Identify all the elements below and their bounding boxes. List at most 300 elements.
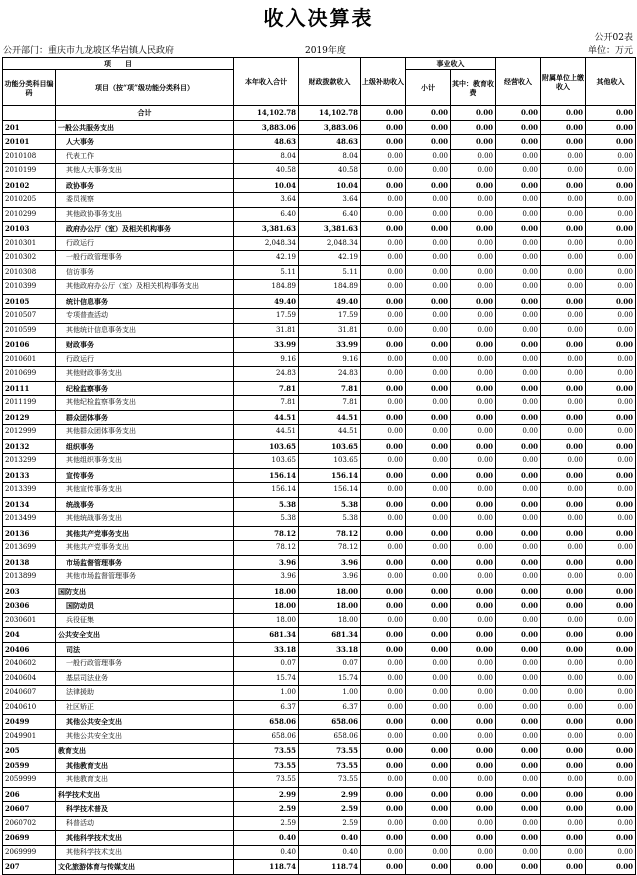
- cell-value: 0.00: [406, 599, 451, 614]
- cell-name: 其他纪检监察事务支出: [56, 396, 234, 411]
- cell-value: 0.00: [361, 106, 406, 121]
- cell-value: 0.00: [496, 526, 541, 541]
- header-code: 功能分类科目编码: [3, 70, 56, 106]
- cell-value: 0.00: [451, 657, 496, 672]
- cell-value: 0.00: [541, 729, 586, 744]
- cell-value: 0.00: [541, 207, 586, 222]
- cell-value: 0.00: [361, 396, 406, 411]
- cell-value: 0.00: [406, 570, 451, 585]
- cell-value: 0.00: [586, 367, 636, 382]
- cell-value: 0.00: [541, 193, 586, 208]
- cell-value: 0.00: [496, 251, 541, 266]
- cell-value: 0.00: [541, 570, 586, 585]
- cell-value: 0.00: [586, 555, 636, 570]
- table-row: [3, 541, 636, 556]
- cell-total: 7.81: [234, 396, 299, 411]
- cell-value: 0.00: [586, 236, 636, 251]
- cell-value: 0.00: [406, 236, 451, 251]
- cell-value: 0.00: [496, 715, 541, 730]
- cell-name: 群众团体事务: [56, 410, 234, 425]
- table-row: [3, 787, 636, 802]
- cell-total: 17.59: [234, 309, 299, 324]
- cell-fiscal: 3,883.06: [299, 120, 361, 135]
- cell-value: 0.00: [496, 584, 541, 599]
- table-row: [3, 715, 636, 730]
- cell-value: 0.00: [406, 120, 451, 135]
- cell-value: 0.00: [406, 483, 451, 498]
- cell-value: 0.00: [361, 700, 406, 715]
- cell-code: 2010302: [3, 251, 56, 266]
- cell-code: 2049901: [3, 729, 56, 744]
- cell-code: 20406: [3, 642, 56, 657]
- cell-code: 204: [3, 628, 56, 643]
- cell-name: 纪检监察事务: [56, 381, 234, 396]
- cell-total: 73.55: [234, 758, 299, 773]
- cell-total: 118.74: [234, 860, 299, 875]
- cell-value: 0.00: [586, 178, 636, 193]
- cell-value: 0.00: [451, 193, 496, 208]
- cell-name: 市场监督管理事务: [56, 555, 234, 570]
- cell-value: 0.00: [361, 251, 406, 266]
- cell-value: 0.00: [496, 207, 541, 222]
- cell-value: 0.00: [406, 222, 451, 237]
- cell-value: 0.00: [361, 773, 406, 788]
- header-project: 项 目: [3, 58, 234, 70]
- cell-value: 0.00: [496, 570, 541, 585]
- cell-value: 0.00: [451, 715, 496, 730]
- cell-value: 0.00: [586, 135, 636, 150]
- cell-value: 0.00: [586, 845, 636, 860]
- cell-value: 0.00: [496, 497, 541, 512]
- cell-fiscal: 73.55: [299, 773, 361, 788]
- cell-value: 0.00: [406, 294, 451, 309]
- header-lower: 附属单位上缴收入: [541, 58, 586, 106]
- cell-value: 0.00: [361, 425, 406, 440]
- cell-value: 0.00: [361, 715, 406, 730]
- cell-value: 0.00: [541, 686, 586, 701]
- cell-value: 0.00: [361, 381, 406, 396]
- cell-total: 42.19: [234, 251, 299, 266]
- cell-total: 658.06: [234, 715, 299, 730]
- cell-value: 0.00: [361, 845, 406, 860]
- cell-total: 44.51: [234, 425, 299, 440]
- cell-total: 73.55: [234, 744, 299, 759]
- table-row: [3, 251, 636, 266]
- cell-value: 0.00: [496, 700, 541, 715]
- cell-value: 0.00: [496, 686, 541, 701]
- cell-value: 0.00: [361, 280, 406, 295]
- cell-name: 其他统战事务支出: [56, 512, 234, 527]
- cell-fiscal: 156.14: [299, 483, 361, 498]
- cell-name: 其他共产党事务支出: [56, 526, 234, 541]
- cell-value: 0.00: [451, 773, 496, 788]
- cell-code: 2010108: [3, 149, 56, 164]
- cell-name: 一般行政管理事务: [56, 657, 234, 672]
- cell-code: 203: [3, 584, 56, 599]
- cell-value: 0.00: [451, 802, 496, 817]
- cell-total: 18.00: [234, 599, 299, 614]
- cell-value: 0.00: [541, 758, 586, 773]
- cell-value: 0.00: [451, 410, 496, 425]
- cell-value: 0.00: [496, 787, 541, 802]
- cell-code: 2069999: [3, 845, 56, 860]
- cell-value: 0.00: [541, 178, 586, 193]
- cell-name: 一般行政管理事务: [56, 251, 234, 266]
- cell-name: 统计信息事务: [56, 294, 234, 309]
- cell-name: 委员视察: [56, 193, 234, 208]
- cell-value: 0.00: [361, 193, 406, 208]
- cell-code: 20101: [3, 135, 56, 150]
- table-row: [3, 657, 636, 672]
- table-row: [3, 700, 636, 715]
- cell-value: 0.00: [496, 222, 541, 237]
- cell-code: 2040610: [3, 700, 56, 715]
- cell-fiscal: 24.83: [299, 367, 361, 382]
- cell-code: 2013899: [3, 570, 56, 585]
- cell-value: 0.00: [586, 613, 636, 628]
- cell-fiscal: 681.34: [299, 628, 361, 643]
- cell-fiscal: 73.55: [299, 758, 361, 773]
- cell-value: 0.00: [541, 410, 586, 425]
- cell-value: 0.00: [586, 773, 636, 788]
- cell-fiscal: 0.07: [299, 657, 361, 672]
- cell-value: 0.00: [451, 236, 496, 251]
- cell-value: 0.00: [406, 657, 451, 672]
- cell-value: 0.00: [496, 599, 541, 614]
- cell-value: 0.00: [406, 512, 451, 527]
- cell-value: 0.00: [406, 541, 451, 556]
- cell-name: 其他群众团体事务支出: [56, 425, 234, 440]
- cell-fiscal: 658.06: [299, 729, 361, 744]
- cell-value: 0.00: [406, 135, 451, 150]
- cell-value: 0.00: [406, 700, 451, 715]
- cell-code: 2010699: [3, 367, 56, 382]
- cell-name: 教育支出: [56, 744, 234, 759]
- cell-name: 财政事务: [56, 338, 234, 353]
- cell-value: 0.00: [361, 744, 406, 759]
- cell-value: 0.00: [361, 816, 406, 831]
- table-row: [3, 120, 636, 135]
- cell-value: 0.00: [361, 802, 406, 817]
- cell-value: 0.00: [541, 497, 586, 512]
- cell-value: 0.00: [451, 251, 496, 266]
- table-row: [3, 599, 636, 614]
- cell-total: 3.64: [234, 193, 299, 208]
- cell-code: 201: [3, 120, 56, 135]
- cell-name: 政府办公厅（室）及相关机构事务: [56, 222, 234, 237]
- cell-total: 156.14: [234, 468, 299, 483]
- cell-total: 3.96: [234, 555, 299, 570]
- cell-total: 3,381.63: [234, 222, 299, 237]
- cell-value: 0.00: [451, 323, 496, 338]
- cell-value: 0.00: [496, 831, 541, 846]
- header-name: 项目（按“项”级功能分类科目）: [56, 70, 234, 106]
- cell-value: 0.00: [541, 425, 586, 440]
- cell-code: [3, 106, 56, 121]
- cell-value: 0.00: [541, 265, 586, 280]
- cell-value: 0.00: [361, 512, 406, 527]
- cell-value: 0.00: [541, 367, 586, 382]
- cell-name: 司法: [56, 642, 234, 657]
- cell-value: 0.00: [451, 845, 496, 860]
- cell-value: 0.00: [451, 613, 496, 628]
- cell-value: 0.00: [541, 802, 586, 817]
- cell-value: 0.00: [451, 222, 496, 237]
- cell-value: 0.00: [586, 294, 636, 309]
- cell-fiscal: 49.40: [299, 294, 361, 309]
- header-other: 其他收入: [586, 58, 636, 106]
- cell-fiscal: 103.65: [299, 439, 361, 454]
- cell-fiscal: 5.38: [299, 512, 361, 527]
- table-row: [3, 570, 636, 585]
- cell-fiscal: 10.04: [299, 178, 361, 193]
- cell-name: 信访事务: [56, 265, 234, 280]
- cell-value: 0.00: [541, 657, 586, 672]
- cell-code: 20136: [3, 526, 56, 541]
- cell-value: 0.00: [586, 729, 636, 744]
- header-business-group: 事业收入: [406, 58, 496, 70]
- cell-total: 31.81: [234, 323, 299, 338]
- cell-value: 0.00: [406, 352, 451, 367]
- cell-fiscal: 17.59: [299, 309, 361, 324]
- table-row: [3, 773, 636, 788]
- cell-fiscal: 3.96: [299, 555, 361, 570]
- table-row: [3, 323, 636, 338]
- cell-value: 0.00: [406, 497, 451, 512]
- cell-value: 0.00: [496, 555, 541, 570]
- cell-value: 0.00: [586, 207, 636, 222]
- cell-value: 0.00: [361, 642, 406, 657]
- cell-value: 0.00: [406, 729, 451, 744]
- cell-value: 0.00: [451, 309, 496, 324]
- cell-value: 0.00: [361, 294, 406, 309]
- table-row: [3, 439, 636, 454]
- cell-code: 2013299: [3, 454, 56, 469]
- cell-value: 0.00: [541, 816, 586, 831]
- cell-fiscal: 1.00: [299, 686, 361, 701]
- cell-value: 0.00: [541, 831, 586, 846]
- table-row: [3, 758, 636, 773]
- cell-value: 0.00: [586, 787, 636, 802]
- table-header: [3, 58, 636, 106]
- cell-value: 0.00: [496, 106, 541, 121]
- cell-fiscal: 2.99: [299, 787, 361, 802]
- cell-value: 0.00: [541, 135, 586, 150]
- cell-value: 0.00: [451, 164, 496, 179]
- cell-total: 658.06: [234, 729, 299, 744]
- cell-fiscal: 44.51: [299, 425, 361, 440]
- cell-fiscal: 6.40: [299, 207, 361, 222]
- cell-value: 0.00: [541, 454, 586, 469]
- cell-name: 专项普查活动: [56, 309, 234, 324]
- cell-value: 0.00: [586, 657, 636, 672]
- cell-value: 0.00: [496, 613, 541, 628]
- cell-name: 人大事务: [56, 135, 234, 150]
- cell-code: 206: [3, 787, 56, 802]
- cell-value: 0.00: [541, 468, 586, 483]
- cell-value: 0.00: [451, 787, 496, 802]
- cell-total: 18.00: [234, 584, 299, 599]
- cell-value: 0.00: [541, 584, 586, 599]
- cell-value: 0.00: [361, 454, 406, 469]
- cell-value: 0.00: [406, 526, 451, 541]
- cell-total: 1.00: [234, 686, 299, 701]
- cell-total: 2,048.34: [234, 236, 299, 251]
- cell-value: 0.00: [451, 280, 496, 295]
- cell-value: 0.00: [361, 352, 406, 367]
- cell-value: 0.00: [406, 454, 451, 469]
- cell-value: 0.00: [361, 439, 406, 454]
- cell-value: 0.00: [361, 686, 406, 701]
- cell-value: 0.00: [361, 657, 406, 672]
- cell-fiscal: 2,048.34: [299, 236, 361, 251]
- cell-value: 0.00: [586, 642, 636, 657]
- cell-fiscal: 31.81: [299, 323, 361, 338]
- cell-fiscal: 18.00: [299, 599, 361, 614]
- cell-value: 0.00: [406, 715, 451, 730]
- cell-total: 9.16: [234, 352, 299, 367]
- cell-value: 0.00: [586, 686, 636, 701]
- cell-name: 科学技术普及: [56, 802, 234, 817]
- header-subtotal: 小计: [406, 70, 451, 106]
- cell-value: 0.00: [406, 744, 451, 759]
- income-table: [2, 57, 636, 875]
- cell-value: 0.00: [541, 787, 586, 802]
- cell-value: 0.00: [541, 439, 586, 454]
- cell-value: 0.00: [451, 831, 496, 846]
- table-row: [3, 512, 636, 527]
- cell-name: 国防支出: [56, 584, 234, 599]
- cell-value: 0.00: [541, 773, 586, 788]
- table-row: [3, 367, 636, 382]
- cell-value: 0.00: [406, 686, 451, 701]
- cell-total: 5.38: [234, 512, 299, 527]
- cell-value: 0.00: [586, 700, 636, 715]
- cell-code: 2013399: [3, 483, 56, 498]
- cell-value: 0.00: [586, 265, 636, 280]
- cell-value: 0.00: [496, 381, 541, 396]
- cell-value: 0.00: [496, 410, 541, 425]
- cell-value: 0.00: [451, 570, 496, 585]
- cell-value: 0.00: [361, 135, 406, 150]
- cell-value: 0.00: [406, 439, 451, 454]
- cell-name: 社区矫正: [56, 700, 234, 715]
- cell-fiscal: 7.81: [299, 396, 361, 411]
- cell-value: 0.00: [451, 512, 496, 527]
- cell-value: 0.00: [586, 222, 636, 237]
- cell-value: 0.00: [451, 642, 496, 657]
- cell-value: 0.00: [496, 642, 541, 657]
- cell-name: 政协事务: [56, 178, 234, 193]
- cell-total: 5.11: [234, 265, 299, 280]
- cell-value: 0.00: [496, 149, 541, 164]
- cell-total: 103.65: [234, 454, 299, 469]
- cell-fiscal: 9.16: [299, 352, 361, 367]
- cell-value: 0.00: [586, 468, 636, 483]
- cell-fiscal: 42.19: [299, 251, 361, 266]
- cell-total: 18.00: [234, 613, 299, 628]
- cell-value: 0.00: [586, 599, 636, 614]
- cell-value: 0.00: [361, 628, 406, 643]
- cell-value: 0.00: [586, 831, 636, 846]
- header-fiscal: 财政拨款收入: [299, 58, 361, 106]
- cell-value: 0.00: [496, 352, 541, 367]
- cell-name: 其他科学技术支出: [56, 831, 234, 846]
- table-row: [3, 236, 636, 251]
- cell-name: 合计: [56, 106, 234, 121]
- cell-value: 0.00: [586, 425, 636, 440]
- cell-value: 0.00: [406, 338, 451, 353]
- table-row: [3, 178, 636, 193]
- cell-value: 0.00: [406, 845, 451, 860]
- cell-fiscal: 33.99: [299, 338, 361, 353]
- cell-value: 0.00: [541, 526, 586, 541]
- cell-fiscal: 48.63: [299, 135, 361, 150]
- cell-name: 一般公共服务支出: [56, 120, 234, 135]
- cell-value: 0.00: [361, 309, 406, 324]
- cell-name: 其他公共安全支出: [56, 729, 234, 744]
- cell-value: 0.00: [496, 729, 541, 744]
- cell-total: 8.04: [234, 149, 299, 164]
- cell-value: 0.00: [361, 671, 406, 686]
- cell-value: 0.00: [361, 120, 406, 135]
- cell-total: 6.37: [234, 700, 299, 715]
- cell-name: 其他政协事务支出: [56, 207, 234, 222]
- cell-value: 0.00: [496, 236, 541, 251]
- cell-total: 3.96: [234, 570, 299, 585]
- cell-value: 0.00: [451, 744, 496, 759]
- cell-value: 0.00: [541, 222, 586, 237]
- table-row: [3, 164, 636, 179]
- table-row: [3, 381, 636, 396]
- cell-code: 20129: [3, 410, 56, 425]
- cell-value: 0.00: [496, 425, 541, 440]
- cell-value: 0.00: [496, 541, 541, 556]
- cell-value: 0.00: [496, 802, 541, 817]
- cell-value: 0.00: [406, 265, 451, 280]
- cell-value: 0.00: [541, 280, 586, 295]
- cell-fiscal: 6.37: [299, 700, 361, 715]
- cell-code: 20103: [3, 222, 56, 237]
- cell-total: 14,102.78: [234, 106, 299, 121]
- cell-value: 0.00: [541, 845, 586, 860]
- cell-code: 20306: [3, 599, 56, 614]
- cell-value: 0.00: [406, 425, 451, 440]
- cell-code: 2010299: [3, 207, 56, 222]
- cell-value: 0.00: [361, 410, 406, 425]
- cell-total: 33.99: [234, 338, 299, 353]
- cell-value: 0.00: [361, 860, 406, 875]
- cell-code: 20134: [3, 497, 56, 512]
- cell-name: 组织事务: [56, 439, 234, 454]
- cell-name: 其他教育支出: [56, 758, 234, 773]
- table-row: [3, 860, 636, 875]
- cell-value: 0.00: [586, 570, 636, 585]
- cell-value: 0.00: [361, 149, 406, 164]
- cell-value: 0.00: [361, 236, 406, 251]
- cell-total: 2.59: [234, 802, 299, 817]
- cell-value: 0.00: [496, 164, 541, 179]
- cell-total: 48.63: [234, 135, 299, 150]
- cell-value: 0.00: [541, 309, 586, 324]
- cell-value: 0.00: [496, 338, 541, 353]
- cell-total: 78.12: [234, 541, 299, 556]
- cell-value: 0.00: [451, 816, 496, 831]
- cell-value: 0.00: [361, 338, 406, 353]
- header-included: 其中：教育收费: [451, 70, 496, 106]
- cell-fiscal: 18.00: [299, 584, 361, 599]
- cell-name: 其他财政事务支出: [56, 367, 234, 382]
